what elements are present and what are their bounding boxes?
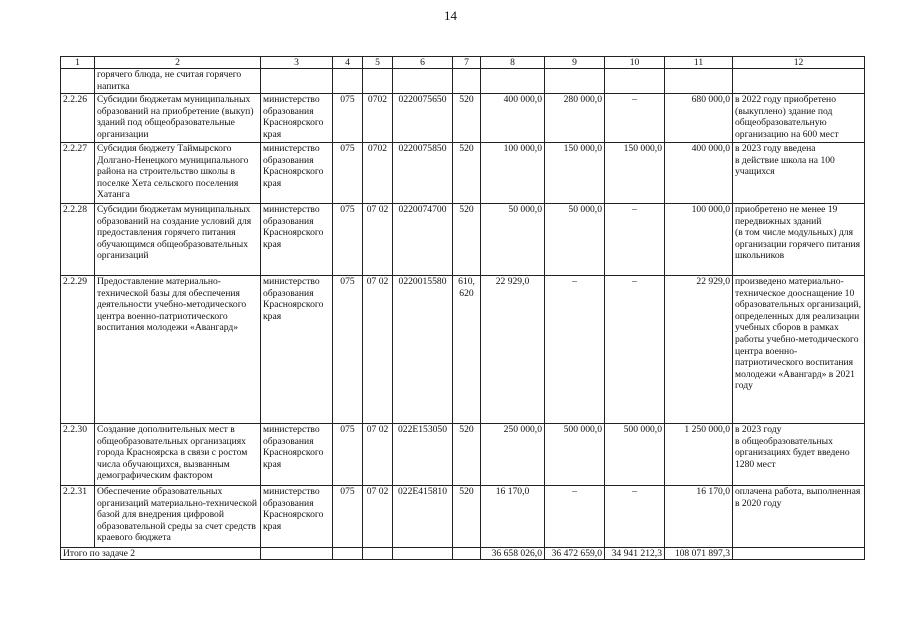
column-number: 9	[545, 57, 605, 69]
vr-code: 520	[453, 424, 481, 486]
column-numbers-row	[61, 57, 865, 69]
column-number: 10	[605, 57, 665, 69]
csr-code: 0220074700	[393, 204, 453, 276]
column-number: 4	[333, 57, 363, 69]
table-row	[61, 276, 865, 424]
amount-2022: 280 000,0	[545, 94, 605, 143]
vr-code: 520	[453, 94, 481, 143]
amount-2022: –	[545, 276, 605, 424]
grbs-code: 075	[333, 143, 363, 204]
rzpr-code: 07 02	[363, 424, 393, 486]
amount-2021: 100 000,0	[481, 143, 545, 204]
csr-code: 022E153050	[393, 424, 453, 486]
amount-total: 1 250 000,0	[665, 424, 733, 486]
expected-result: приобретено не менее 19 передвижных зданий (в том числе модульных) для организации горячего питания школьников	[733, 204, 865, 276]
table-row	[61, 143, 865, 204]
ministry: министерство образования Красноярского края	[261, 276, 333, 424]
expected-result: в 2022 году приобретено (выкуплено) здание под общеобразовательную организацию на 600 мест	[733, 94, 865, 143]
ministry: министерство образования Красноярского края	[261, 424, 333, 486]
grbs-code: 075	[333, 276, 363, 424]
amount-2022: –	[545, 486, 605, 548]
amount-2023: –	[605, 204, 665, 276]
column-number: 6	[393, 57, 453, 69]
measure-name: Субсидия бюджету Таймырского Долгано-Ненецкого муниципального района на строительство школы в поселке Хета сельского поселения Хатанга	[95, 143, 261, 204]
column-number: 1	[61, 57, 95, 69]
row-number: 2.2.27	[61, 143, 95, 204]
expected-result: в 2023 году введена в действие школа на 100 учащихся	[733, 143, 865, 204]
row-number: 2.2.31	[61, 486, 95, 548]
row-number: 2.2.30	[61, 424, 95, 486]
grbs-code: 075	[333, 424, 363, 486]
table-row	[61, 94, 865, 143]
amount-2023: –	[605, 276, 665, 424]
amount-2023: –	[605, 94, 665, 143]
amount-2022: 500 000,0	[545, 424, 605, 486]
table-row	[61, 424, 865, 486]
amount-2021: 16 170,0	[481, 486, 545, 548]
column-number: 3	[261, 57, 333, 69]
total-sum: 108 071 897,3	[665, 548, 733, 560]
rzpr-code: 07 02	[363, 486, 393, 548]
amount-total: 22 929,0	[665, 276, 733, 424]
amount-total: 100 000,0	[665, 204, 733, 276]
amount-2021: 50 000,0	[481, 204, 545, 276]
amount-2022: 150 000,0	[545, 143, 605, 204]
row-number: 2.2.29	[61, 276, 95, 424]
measure-name: Создание дополнительных мест в общеобразовательных организациях города Красноярска в связи с ростом числа обучающихся, вызванным демографическим фактором	[95, 424, 261, 486]
measure-name: Предоставление материально-технической базы для обеспечения деятельности учебно-методического центра военно-патриотического воспитания молодежи «Авангард»	[95, 276, 261, 424]
amount-total: 680 000,0	[665, 94, 733, 143]
rzpr-code: 0702	[363, 94, 393, 143]
ministry: министерство образования Красноярского края	[261, 204, 333, 276]
expected-result: произведено материально-техническое дооснащение 10 образовательных организаций, определенных для реализации учебных сборов в рамках работы учебно-методического центра военно-патриотического воспитания молодежи «Авангард» в 2021 году	[733, 276, 865, 424]
measure-name: Субсидии бюджетам муниципальных образований на создание условий для предоставления горячего питания обучающимся общеобразовательных организаций	[95, 204, 261, 276]
ministry: министерство образования Красноярского края	[261, 143, 333, 204]
measure-name: Обеспечение образовательных организаций материально-технической базой для внедрения цифровой образовательной среды за счет средств краевого бюджета	[95, 486, 261, 548]
amount-2023: –	[605, 486, 665, 548]
csr-code: 022E415810	[393, 486, 453, 548]
table-row	[61, 204, 865, 276]
grbs-code: 075	[333, 486, 363, 548]
csr-code: 0220075850	[393, 143, 453, 204]
total-2021: 36 658 026,0	[481, 548, 545, 560]
row-number: 2.2.26	[61, 94, 95, 143]
amount-2023: 500 000,0	[605, 424, 665, 486]
column-number: 7	[453, 57, 481, 69]
amount-total: 400 000,0	[665, 143, 733, 204]
vr-code: 520	[453, 204, 481, 276]
amount-2023: 150 000,0	[605, 143, 665, 204]
page-number: 14	[444, 8, 457, 23]
total-2022: 36 472 659,0	[545, 548, 605, 560]
column-number: 11	[665, 57, 733, 69]
amount-total: 16 170,0	[665, 486, 733, 548]
grbs-code: 075	[333, 94, 363, 143]
continuation-row	[61, 69, 865, 94]
vr-code: 520	[453, 486, 481, 548]
column-number: 2	[95, 57, 261, 69]
total-2023: 34 941 212,3	[605, 548, 665, 560]
column-number: 5	[363, 57, 393, 69]
vr-code: 610, 620	[453, 276, 481, 424]
amount-2021: 250 000,0	[481, 424, 545, 486]
measure-name: горячего блюда, не считая горячего напитка	[95, 69, 261, 94]
amount-2022: 50 000,0	[545, 204, 605, 276]
total-label: Итого по задаче 2	[61, 548, 261, 560]
column-number: 8	[481, 57, 545, 69]
csr-code: 0220015580	[393, 276, 453, 424]
row-number: 2.2.28	[61, 204, 95, 276]
rzpr-code: 07 02	[363, 204, 393, 276]
total-row	[61, 548, 865, 560]
amount-2021: 22 929,0	[481, 276, 545, 424]
measure-name: Субсидии бюджетам муниципальных образований на приобретение (выкуп) зданий под общеобразовательные организации	[95, 94, 261, 143]
budget-table	[60, 56, 865, 560]
ministry: министерство образования Красноярского края	[261, 486, 333, 548]
vr-code: 520	[453, 143, 481, 204]
amount-2021: 400 000,0	[481, 94, 545, 143]
rzpr-code: 07 02	[363, 276, 393, 424]
expected-result: оплачена работа, выполненная в 2020 году	[733, 486, 865, 548]
grbs-code: 075	[333, 204, 363, 276]
ministry: министерство образования Красноярского края	[261, 94, 333, 143]
expected-result: в 2023 году в общеобразовательных организациях будет введено 1280 мест	[733, 424, 865, 486]
table-row	[61, 486, 865, 548]
rzpr-code: 0702	[363, 143, 393, 204]
csr-code: 0220075650	[393, 94, 453, 143]
column-number: 12	[733, 57, 865, 69]
